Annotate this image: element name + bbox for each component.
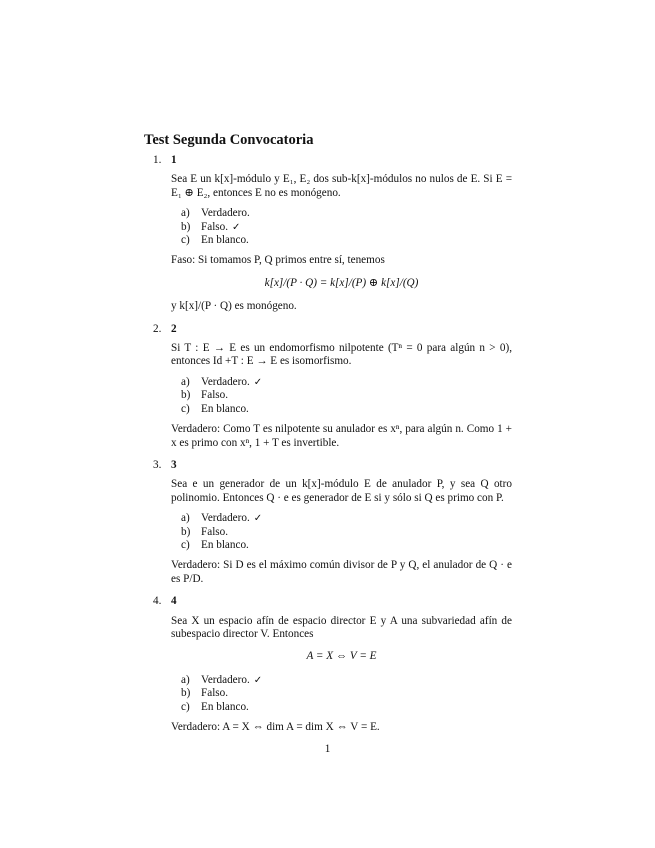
display-equation: k[x]/(P · Q) = k[x]/(P) ⊕ k[x]/(Q) xyxy=(264,276,419,289)
question-3 xyxy=(144,459,512,586)
question-number: 1. xyxy=(153,154,162,166)
document-page xyxy=(144,131,512,743)
question-statement: Si T : E → E es un endomorfismo nilpotente (Tⁿ = 0 para algún n > 0), entonces Id +T : E → E es isomorfismo. xyxy=(171,342,512,368)
question-number: 3. xyxy=(153,458,162,471)
option-a: a) Verdadero. ✓ xyxy=(181,673,263,686)
option-a: a) Verdadero. xyxy=(181,207,250,220)
option-c: c) En blanco. xyxy=(181,234,249,247)
question-heading: 4 xyxy=(171,595,177,608)
option-a: a) Verdadero. ✓ xyxy=(181,512,263,525)
page-title: Test Segunda Convocatoria xyxy=(144,132,314,148)
option-b: b) Falso. xyxy=(181,687,229,700)
answer-explanation: Verdadero: Si D es el máximo común divisor de P y Q, el anulador de Q · e es P/D. xyxy=(171,559,512,585)
question-statement: Sea E un k[x]-módulo y E₁, E₂ dos sub-k[x]-módulos no nulos de E. Si E = E₁ ⊕ E₂, entonces E no es monógeno. xyxy=(171,173,512,199)
option-list xyxy=(171,674,512,714)
option-b: b) Falso. xyxy=(181,389,229,402)
option-b: b) Falso. ✓ xyxy=(181,220,241,233)
question-1 xyxy=(144,154,512,314)
answer-explanation: Faso: Si tomamos P, Q primos entre sí, tenemos xyxy=(171,254,385,267)
question-4 xyxy=(144,595,512,734)
checkmark-icon: ✓ xyxy=(232,221,241,233)
question-statement: Sea e un generador de un k[x]-módulo E de anulador P, y sea Q otro polinomio. Entonces Q · e es generador de E si y sólo si Q es primo con P. xyxy=(171,478,512,504)
option-c: c) En blanco. xyxy=(181,402,249,415)
option-list xyxy=(171,512,512,552)
option-list xyxy=(171,376,512,416)
checkmark-icon: ✓ xyxy=(253,376,263,388)
page-number: 1 xyxy=(324,743,331,755)
question-number: 2. xyxy=(153,322,162,335)
answer-explanation: Verdadero: A = X ⇔ dim A = dim X ⇔ V = E. xyxy=(171,721,380,733)
option-a: a) Verdadero. ✓ xyxy=(181,375,263,388)
question-heading: 3 xyxy=(171,458,177,471)
option-c: c) En blanco. xyxy=(181,538,249,551)
question-number: 4. xyxy=(153,595,162,608)
checkmark-icon: ✓ xyxy=(253,513,263,525)
question-heading: 1 xyxy=(171,154,177,166)
answer-continuation: y k[x]/(P · Q) es monógeno. xyxy=(171,300,297,313)
option-b: b) Falso. xyxy=(181,525,229,538)
option-list xyxy=(171,207,512,247)
checkmark-icon: ✓ xyxy=(253,674,263,686)
answer-explanation: Verdadero: Como T es nilpotente su anulador es xⁿ, para algún n. Como 1 + x es primo con xⁿ, 1 + T es invertible. xyxy=(171,423,512,449)
question-heading: 2 xyxy=(171,322,177,335)
question-2 xyxy=(144,323,512,450)
option-c: c) En blanco. xyxy=(181,700,249,713)
question-statement: Sea X un espacio afín de espacio director E y A una subvariedad afín de subespacio director V. Entonces xyxy=(171,614,512,640)
display-equation: A = X ⇔ V = E xyxy=(306,650,377,663)
